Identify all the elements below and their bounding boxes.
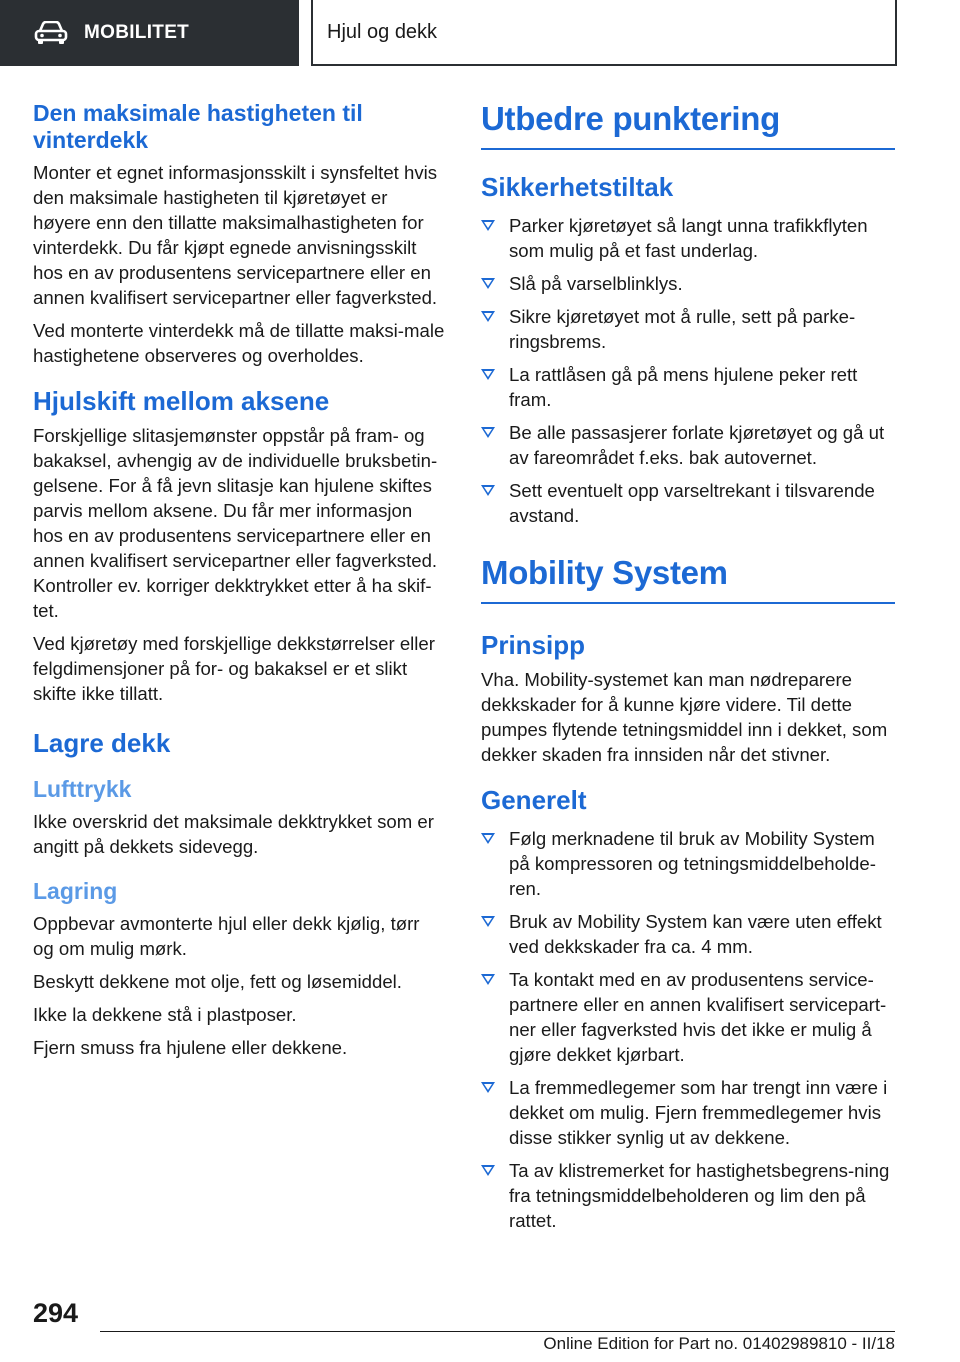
section-tab[interactable] xyxy=(0,0,299,66)
triangle-bullet-icon xyxy=(481,916,495,927)
triangle-bullet-icon xyxy=(481,369,495,380)
list-item: Sikre kjøretøyet mot å rulle, sett på parke-ringsbrems. xyxy=(481,304,895,354)
heading-mobility-system: Mobility System xyxy=(481,554,895,604)
chapter-tab[interactable] xyxy=(311,0,897,66)
right-column xyxy=(481,100,895,1241)
list-item: Ta kontakt med en av produsentens service-partnere eller en annen kvalifisert servicepart-ner eller fagverksted hvis det ikke er mulig å gjøre dekket kjørbart. xyxy=(481,967,895,1067)
safety-list xyxy=(481,213,895,528)
list-item: Følg merknadene til bruk av Mobility System på kompressoren og tetningsmiddelbeholde-ren. xyxy=(481,826,895,901)
section-label: MOBILITET xyxy=(84,22,190,43)
paragraph-rotation-2: Ved kjøretøy med forskjellige dekkstørrelser eller felgdimensjoner på for- og bakaksel er et slikt skifte ikke tillatt. xyxy=(33,633,435,704)
triangle-bullet-icon xyxy=(481,427,495,438)
heading-principle: Prinsipp xyxy=(481,630,586,660)
paragraph-lagring-2: Beskytt dekkene mot olje, fett og løsemiddel. xyxy=(33,971,402,992)
list-item: La rattlåsen gå på mens hjulene peker rett fram. xyxy=(481,362,895,412)
heading-winter-speed: Den maksimale hastigheten til vinterdekk xyxy=(33,100,363,153)
paragraph-lagring-3: Ikke la dekkene stå i plastposer. xyxy=(33,1004,297,1025)
heading-lagring: Lagring xyxy=(33,878,118,904)
triangle-bullet-icon xyxy=(481,311,495,322)
triangle-bullet-icon xyxy=(481,1165,495,1176)
heading-rotation: Hjulskift mellom aksene xyxy=(33,386,330,416)
page-header xyxy=(0,0,960,66)
triangle-bullet-icon xyxy=(481,833,495,844)
paragraph-lagring-4: Fjern smuss fra hjulene eller dekkene. xyxy=(33,1037,348,1058)
list-item: Parker kjøretøyet så langt unna trafikkflyten som mulig på et fast underlag. xyxy=(481,213,895,263)
heading-safety: Sikkerhetstiltak xyxy=(481,172,674,202)
triangle-bullet-icon xyxy=(481,278,495,289)
list-item: Be alle passasjerer forlate kjøretøyet og gå ut av fareområdet f.eks. bak autovernet. xyxy=(481,420,895,470)
paragraph-rotation-1: Forskjellige slitasjemønster oppstår på fram- og bakaksel, avhengig av de individuelle bruksbetin-gelsene. For å få jevn slitasje kan hjulene skiftes parvis mellom aksene. Du får mer informasjon hos en av produsentens servicepartnere eller en annen kvalifisert servicepartner eller fagverksted. Kontroller ev. korriger dekktrykket etter å ha skif-tet. xyxy=(33,425,438,621)
paragraph-winter-1: Monter et egnet informasjonsskilt i synsfeltet hvis den maksimale hastigheten til kjøretøyet er høyere enn den tillatte maksimalhastigheten for vinterdekk. Du får kjøpt egnede anvisningsskilt hos en av produsentens servicepartnere eller en annen kvalifisert servicepartner eller fagverksted. xyxy=(33,162,438,308)
page-number: 294 xyxy=(33,1298,79,1328)
list-item: Ta av klistremerket for hastighetsbegrens-ning fra tetningsmiddelbeholderen og lim den på rattet. xyxy=(481,1158,895,1233)
paragraph-principle: Vha. Mobility-systemet kan man nødreparere dekkskader for å kunne kjøre videre. Til dette pumpes flytende tetningsmiddel inn i dekket, som dekker skaden fra innsiden når det stivner. xyxy=(481,669,888,765)
car-icon xyxy=(34,20,70,46)
edition-text: Online Edition for Part no. 01402989810 - II/18 xyxy=(543,1334,895,1353)
list-item: Bruk av Mobility System kan være uten effekt ved dekkskader fra ca. 4 mm. xyxy=(481,909,895,959)
list-item: Slå på varselblinklys. xyxy=(481,271,895,296)
chapter-label: Hjul og dekk xyxy=(327,20,438,43)
list-item: La fremmedlegemer som har trengt inn være i dekket om mulig. Fjern fremmedlegemer hvis disse stikker synlig ut av dekkene. xyxy=(481,1075,895,1150)
triangle-bullet-icon xyxy=(481,1082,495,1093)
triangle-bullet-icon xyxy=(481,974,495,985)
paragraph-winter-2: Ved monterte vinterdekk må de tillatte maksi-male hastighetene observeres og overholdes. xyxy=(33,320,445,366)
paragraph-lagring-1: Oppbevar avmonterte hjul eller dekk kjølig, tørr og om mulig mørk. xyxy=(33,913,420,959)
heading-puncture: Utbedre punktering xyxy=(481,100,895,150)
heading-storage: Lagre dekk xyxy=(33,728,171,758)
general-list xyxy=(481,826,895,1233)
heading-general: Generelt xyxy=(481,785,587,815)
triangle-bullet-icon xyxy=(481,220,495,231)
triangle-bullet-icon xyxy=(481,485,495,496)
left-column xyxy=(33,100,445,1068)
heading-pressure: Lufttrykk xyxy=(33,776,132,802)
footer-divider xyxy=(100,1331,895,1332)
list-item: Sett eventuelt opp varseltrekant i tilsvarende avstand. xyxy=(481,478,895,528)
paragraph-pressure: Ikke overskrid det maksimale dekktrykket som er angitt på dekkets sidevegg. xyxy=(33,811,434,857)
